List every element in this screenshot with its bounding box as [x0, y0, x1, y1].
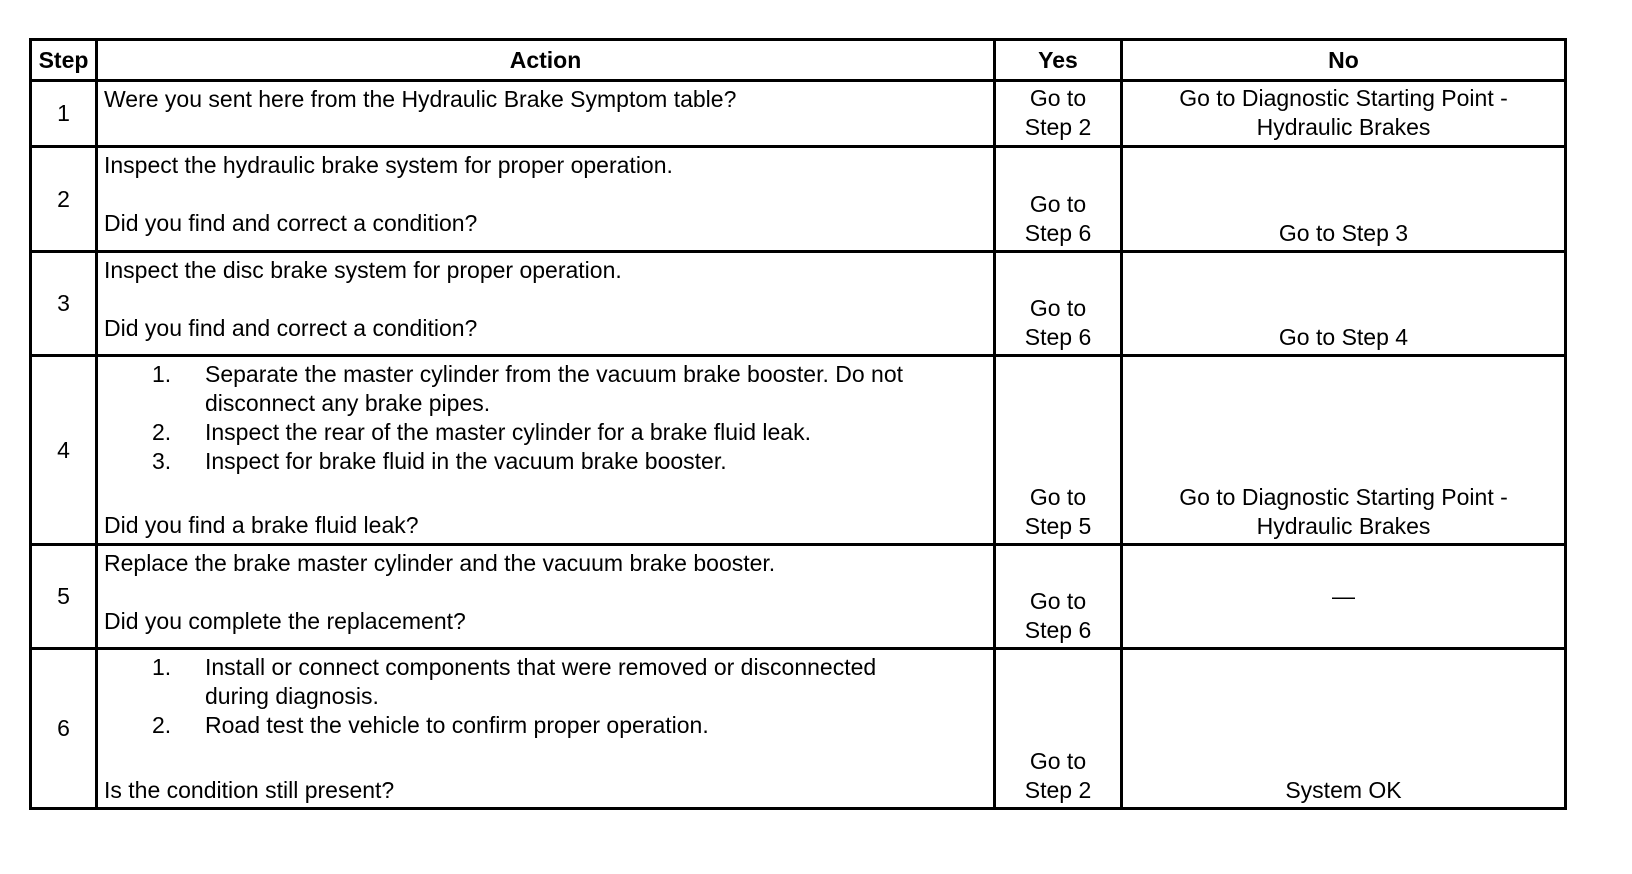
list-line: disconnect any brake pipes.: [205, 390, 491, 416]
action-cell: [97, 252, 995, 356]
yes-line: Go to: [1029, 588, 1087, 614]
action-question: Did you find and correct a condition?: [104, 315, 478, 341]
step-number: 2: [31, 147, 97, 252]
list-number: 1.: [152, 361, 172, 387]
yes-cell: [995, 545, 1122, 649]
action-question: Did you complete the replacement?: [104, 608, 466, 634]
yes-line: Step 6: [1024, 220, 1092, 246]
action-question: Did you find a brake fluid leak?: [104, 512, 419, 538]
yes-line: Step 5: [1024, 513, 1092, 539]
step-number: 6: [31, 649, 97, 809]
no-line: Hydraulic Brakes: [1256, 114, 1431, 140]
yes-line: Go to: [1029, 295, 1087, 321]
table-row: [31, 252, 1566, 356]
header-row: [31, 40, 1566, 81]
no-line: Go to Diagnostic Starting Point -: [1179, 484, 1508, 510]
action-text: Inspect the hydraulic brake system for proper operation.: [104, 152, 673, 178]
yes-line: Step 6: [1024, 324, 1092, 350]
header-step: Step: [31, 40, 97, 81]
yes-cell: [995, 649, 1122, 809]
no-cell: [1122, 147, 1566, 252]
list-item: [104, 418, 987, 447]
list-line: Inspect for brake fluid in the vacuum brake booster.: [205, 448, 727, 474]
action-cell: [97, 81, 995, 147]
action-list: [104, 653, 987, 740]
step-number: 4: [31, 356, 97, 545]
list-line: Separate the master cylinder from the vacuum brake booster. Do not: [205, 361, 904, 387]
yes-cell: [995, 356, 1122, 545]
list-item: [104, 653, 987, 711]
no-line: Go to Step 3: [1278, 220, 1409, 246]
yes-cell: [995, 81, 1122, 147]
action-cell: [97, 147, 995, 252]
yes-cell: [995, 252, 1122, 356]
no-line: Go to Diagnostic Starting Point -: [1179, 85, 1508, 111]
action-cell: [97, 649, 995, 809]
no-line: Hydraulic Brakes: [1256, 513, 1431, 539]
no-line: —: [1332, 583, 1355, 609]
no-cell: [1122, 649, 1566, 809]
step-number: 1: [31, 81, 97, 147]
action-text: Inspect the disc brake system for proper operation.: [104, 257, 622, 283]
table-row: [31, 649, 1566, 809]
step-number: 5: [31, 545, 97, 649]
list-item: [104, 447, 987, 476]
action-text: Replace the brake master cylinder and the vacuum brake booster.: [104, 550, 776, 576]
action-list: [104, 360, 987, 476]
action-text: Were you sent here from the Hydraulic Brake Symptom table?: [104, 86, 737, 112]
list-line: during diagnosis.: [205, 683, 379, 709]
no-cell: [1122, 356, 1566, 545]
table-row: [31, 545, 1566, 649]
no-cell: [1122, 545, 1566, 649]
yes-line: Step 6: [1024, 617, 1092, 643]
no-line: Go to Step 4: [1278, 324, 1409, 350]
no-line: System OK: [1285, 777, 1402, 803]
list-line: Install or connect components that were removed or disconnected: [205, 654, 877, 680]
action-cell: [97, 356, 995, 545]
list-number: 2.: [152, 712, 172, 738]
action-cell: [97, 545, 995, 649]
table-row: [31, 81, 1566, 147]
list-line: Inspect the rear of the master cylinder for a brake fluid leak.: [205, 419, 811, 445]
yes-line: Go to: [1029, 191, 1087, 217]
list-number: 1.: [152, 654, 172, 680]
yes-line: Go to: [1029, 484, 1087, 510]
table-row: [31, 356, 1566, 545]
yes-cell: [995, 147, 1122, 252]
step-number: 3: [31, 252, 97, 356]
list-item: [104, 711, 987, 740]
list-line: Road test the vehicle to confirm proper operation.: [205, 712, 709, 738]
yes-line: Go to: [1029, 748, 1087, 774]
diagnostic-table: [29, 38, 1567, 810]
header-no: No: [1122, 40, 1566, 81]
list-item: [104, 360, 987, 418]
yes-line: Step 2: [1024, 114, 1092, 140]
list-number: 2.: [152, 419, 172, 445]
yes-line: Step 2: [1024, 777, 1092, 803]
header-action: Action: [97, 40, 995, 81]
action-question: Did you find and correct a condition?: [104, 210, 478, 236]
table-row: [31, 147, 1566, 252]
yes-line: Go to: [1029, 85, 1087, 111]
no-cell: [1122, 81, 1566, 147]
header-yes: Yes: [995, 40, 1122, 81]
list-number: 3.: [152, 448, 172, 474]
no-cell: [1122, 252, 1566, 356]
action-question: Is the condition still present?: [104, 777, 395, 803]
